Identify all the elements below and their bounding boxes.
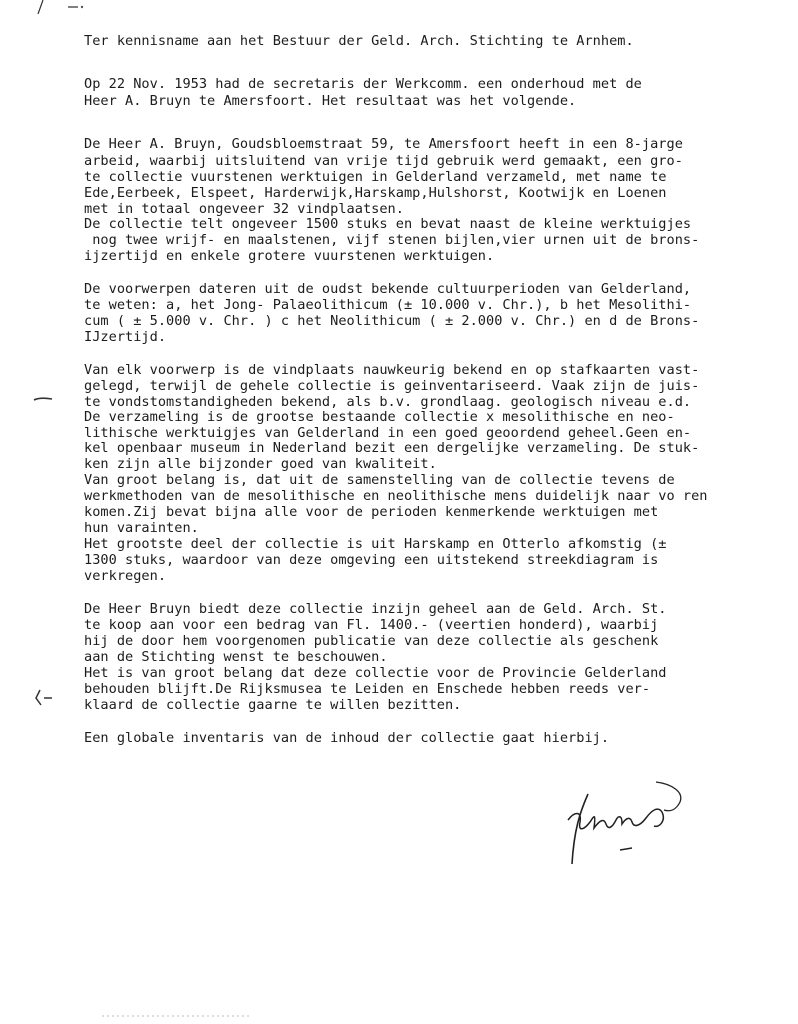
p4-line-1: De Heer Bruyn biedt deze collectie inzijn geheel aan de Geld. Arch. St. [84, 601, 667, 617]
p3-line-3: te vondstomstandigheden bekend, als b.v. grondlaag. geologisch niveau e.d. [84, 394, 692, 410]
handwritten-signature-icon [560, 772, 710, 872]
p1-line-8: ijzertijd en enkele grotere vuurstenen werktuigen. [84, 248, 495, 264]
p4-line-2: te koop aan voor een bedrag van Fl. 1400.- (veertien honderd), waarbij [84, 617, 659, 633]
p2-line-2: te weten: a, het Jong- Palaeolithicum (± 10.000 v. Chr.), b het Mesolithi- [84, 297, 692, 313]
p4-line-7: klaard de collectie gaarne te willen bezitten. [84, 697, 462, 713]
p3-line-5: lithische werktuigjes van Gelderland in een goed geoordend geheel.Geen en- [84, 425, 692, 441]
p1-line-1: De Heer A. Bruyn, Goudsbloemstraat 59, te Amersfoort heeft in een 8-jarge [84, 136, 683, 152]
p1-line-5: met in totaal ongeveer 32 vindplaatsen. [84, 201, 404, 217]
p3-line-10: komen.Zij bevat bijna alle voor de perioden kenmerkende werktuigen met [84, 504, 659, 520]
p1-line-7: nog twee wrijf- en maalstenen, vijf stenen bijlen,vier urnen uit de brons- [84, 232, 700, 248]
intro-line-2: Heer A. Bruyn te Amersfoort. Het resultaat was het volgende. [84, 93, 577, 109]
p4-line-3: hij de door hem voorgenomen publicatie van deze collectie als geschenk [84, 633, 659, 649]
closing-line: Een globale inventaris van de inhoud der collectie gaat hierbij. [84, 730, 610, 746]
p4-line-6: behouden blijft.De Rijksmusea te Leiden en Enschede hebben reeds ver- [84, 681, 651, 697]
p3-line-11: hun varainten. [84, 520, 199, 536]
margin-tick-mark-icon [32, 392, 56, 408]
p3-line-6: kel openbaar museum in Nederland bezit een dergelijke verzameling. De stuk- [84, 440, 700, 456]
p3-line-13: 1300 stuks, waardoor van deze omgeving een uitstekend streekdiagram is [84, 552, 659, 568]
intro-line-1: Op 22 Nov. 1953 had de secretaris der Werkcomm. een onderhoud met de [84, 76, 642, 92]
p3-line-14: verkregen. [84, 568, 167, 584]
margin-bracket-mark-icon [30, 688, 56, 708]
p2-line-1: De voorwerpen dateren uit de oudst bekende cultuurperioden van Gelderland, [84, 281, 692, 297]
p3-line-2: gelegd, terwijl de gehele collectie is geinventariseerd. Vaak zijn de juis- [84, 378, 700, 394]
p2-line-3: cum ( ± 5.000 v. Chr. ) c het Neolithicum ( ± 2.000 v. Chr.) en d de Brons- [84, 313, 700, 329]
p3-line-4: De verzameling is de grootse bestaande collectie x mesolithische en neo- [84, 409, 675, 425]
corner-scratch-icon [10, 0, 90, 20]
p3-line-1: Van elk voorwerp is de vindplaats nauwkeurig bekend en op stafkaarten vast- [84, 362, 700, 378]
p1-line-4: Ede,Eerbeek, Elspeet, Harderwijk,Harskamp,Hulshorst, Kootwijk en Loenen [84, 185, 667, 201]
p2-line-4: IJzertijd. [84, 329, 167, 345]
p3-line-7: ken zijn alle bijzonder goed van kwaliteit. [84, 456, 437, 472]
p3-line-8: Van groot belang is, dat uit de samenstelling van de collectie tevens de [84, 472, 675, 488]
p1-line-6: De collectie telt ongeveer 1500 stuks en bevat naast de kleine werktuigjes [84, 216, 692, 232]
p4-line-4: aan de Stichting wenst te beschouwen. [84, 649, 388, 665]
bottom-smudge-icon [100, 1012, 260, 1020]
p1-line-3: te collectie vuurstenen werktuigen in Gelderland verzameld, met name te [84, 169, 667, 185]
p1-line-2: arbeid, waarbij uitsluitend van vrije tijd gebruik werd gemaakt, een gro- [84, 153, 683, 169]
p4-line-5: Het is van groot belang dat deze collectie voor de Provincie Gelderland [84, 665, 667, 681]
letter-heading: Ter kennisname aan het Bestuur der Geld. Arch. Stichting te Arnhem. [84, 33, 634, 49]
p3-line-12: Het grootste deel der collectie is uit Harskamp en Otterlo afkomstig (± [84, 536, 667, 552]
p3-line-9: werkmethoden van de mesolithische en neolithische mens duidelijk naar vo ren [84, 488, 708, 504]
